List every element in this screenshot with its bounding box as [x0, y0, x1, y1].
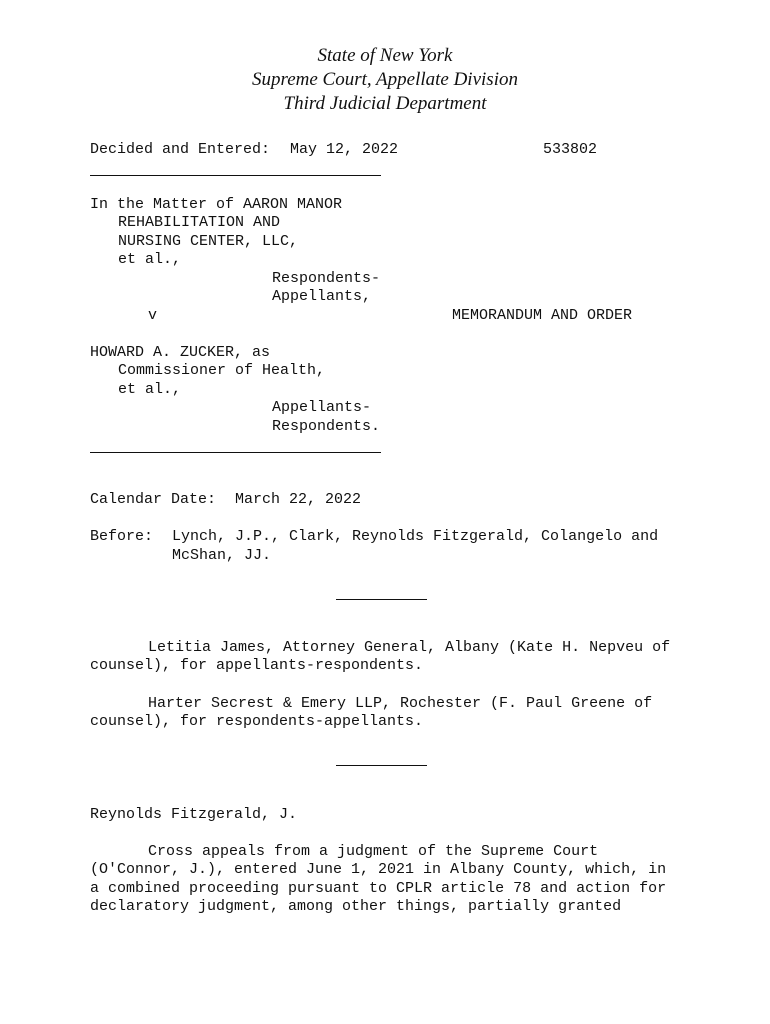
opinion-body-line4: declaratory judgment, among other things, partially granted: [90, 898, 622, 915]
caption-defendant-line2: Commissioner of Health,: [118, 362, 326, 379]
caption-matter-line3: NURSING CENTER, LLC,: [118, 233, 299, 250]
caption-matter-line2: REHABILITATION AND: [118, 214, 281, 231]
calendar-label: Calendar Date:: [90, 491, 217, 508]
decided-label: Decided and Entered:: [90, 141, 271, 158]
caption-defendant-line3: et al.,: [118, 381, 182, 398]
caption-role1-line1: Respondents-: [272, 270, 381, 287]
section-divider-1: [336, 599, 427, 600]
order-type: MEMORANDUM AND ORDER: [452, 307, 633, 324]
counsel-1-line2: counsel), for appellants-respondents.: [90, 657, 424, 674]
opinion-body-line3: a combined proceeding pursuant to CPLR article 78 and action for: [90, 880, 667, 897]
caption-defendant-line1: HOWARD A. ZUCKER, as: [90, 344, 271, 361]
counsel-2-line1: Harter Secrest & Emery LLP, Rochester (F. Paul Greene of: [148, 695, 653, 712]
court-state: State of New York: [317, 45, 453, 66]
court-division: Supreme Court, Appellate Division: [252, 69, 518, 90]
caption-matter-line1: In the Matter of AARON MANOR: [90, 196, 343, 213]
before-justices-line1: Lynch, J.P., Clark, Reynolds Fitzgerald, Colangelo and: [172, 528, 659, 545]
caption-role1-line2: Appellants,: [272, 288, 372, 305]
calendar-date: March 22, 2022: [235, 491, 362, 508]
counsel-1-line1: Letitia James, Attorney General, Albany (Kate H. Nepveu of: [148, 639, 671, 656]
court-department: Third Judicial Department: [283, 93, 487, 114]
opinion-body-line1: Cross appeals from a judgment of the Supreme Court: [148, 843, 599, 860]
docket-number: 533802: [543, 141, 598, 158]
caption-role2-line2: Respondents.: [272, 418, 381, 435]
caption-role2-line1: Appellants-: [272, 399, 372, 416]
before-label: Before:: [90, 528, 154, 545]
opinion-body-line2: (O'Connor, J.), entered June 1, 2021 in Albany County, which, in: [90, 861, 667, 878]
counsel-2-line2: counsel), for respondents-appellants.: [90, 713, 424, 730]
before-justices-line2: McShan, JJ.: [172, 547, 272, 564]
caption-top-rule: [90, 175, 381, 176]
opinion-author: Reynolds Fitzgerald, J.: [90, 806, 298, 823]
caption-matter-line4: et al.,: [118, 251, 182, 268]
decided-date: May 12, 2022: [290, 141, 399, 158]
caption-bottom-rule: [90, 452, 381, 453]
section-divider-2: [336, 765, 427, 766]
caption-versus: v: [148, 307, 158, 324]
